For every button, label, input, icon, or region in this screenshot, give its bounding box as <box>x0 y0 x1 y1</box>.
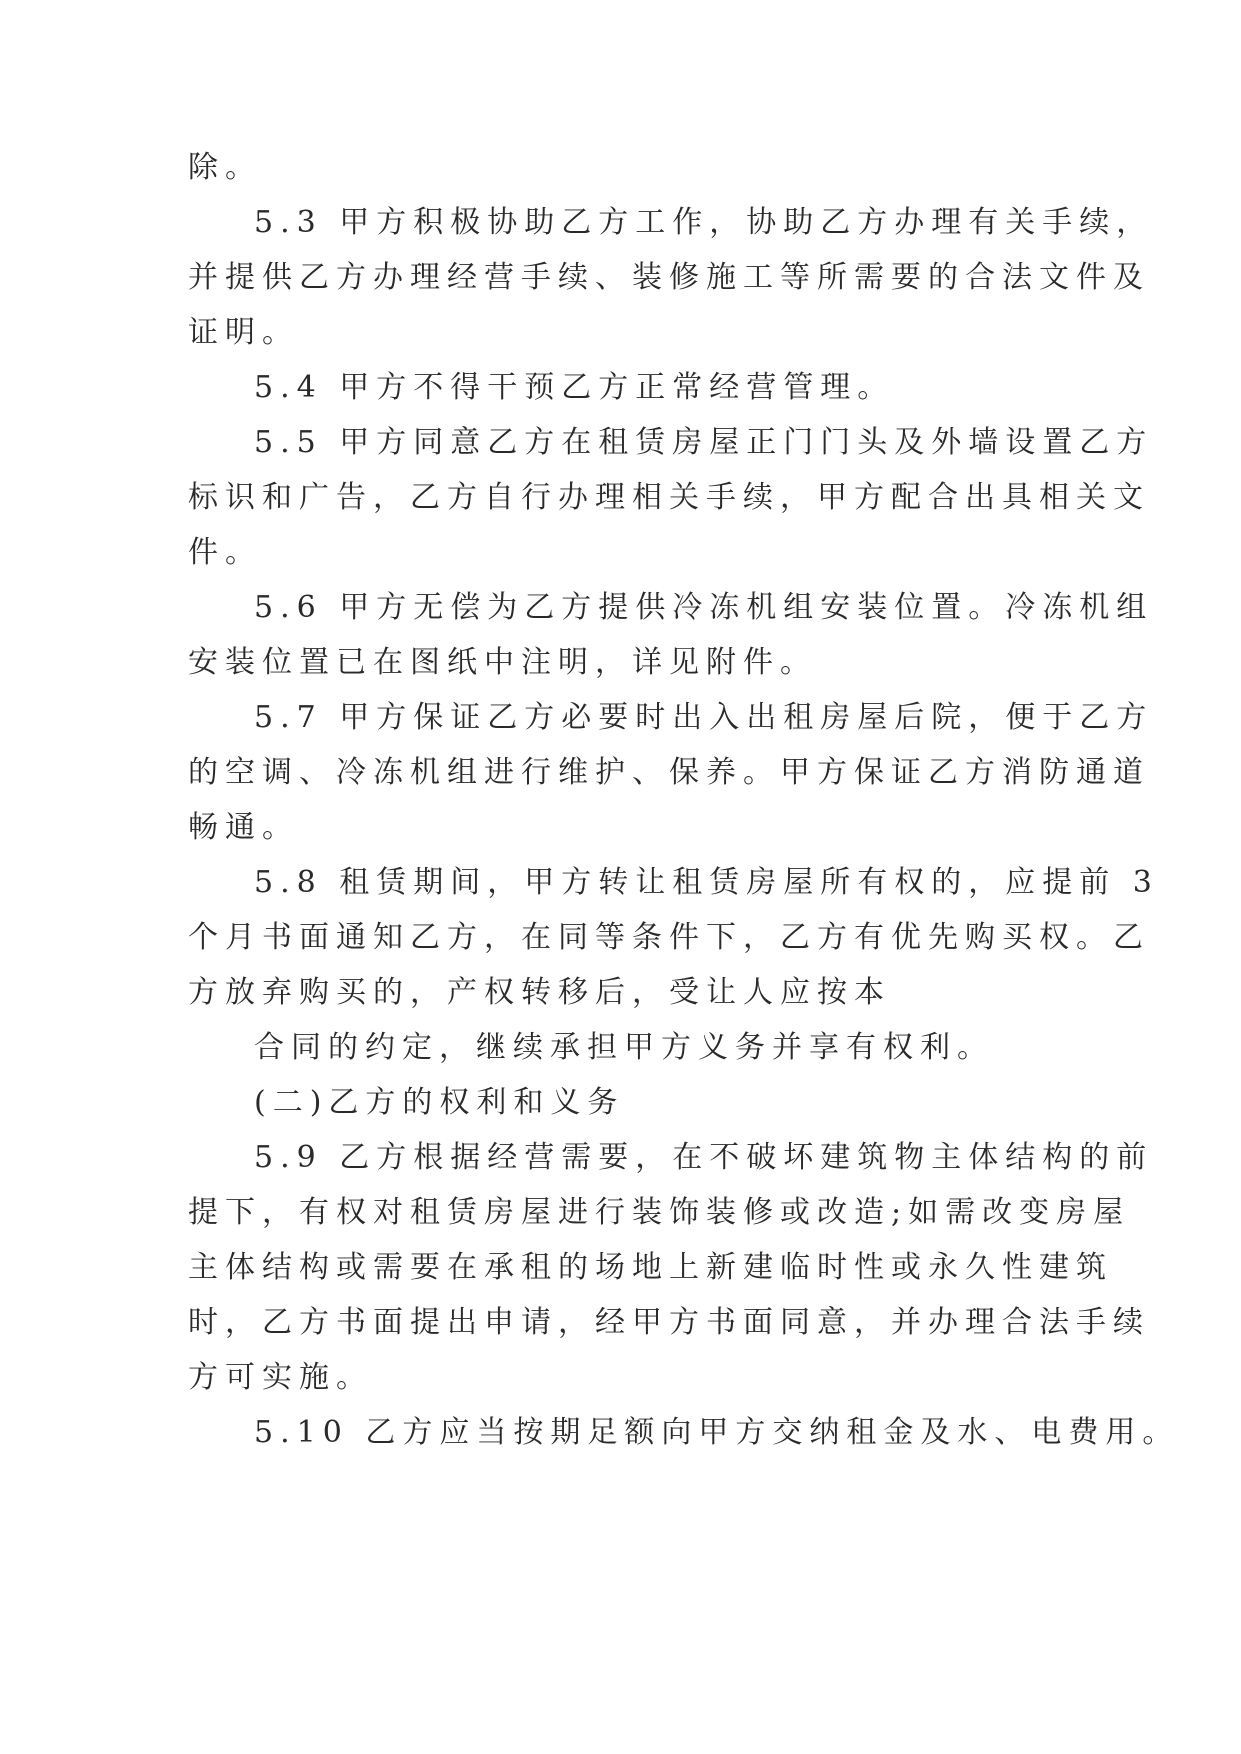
text-line: 5.6 甲方无偿为乙方提供冷冻机组安装位置。冷冻机组 <box>254 590 1154 625</box>
text-line: 方放弃购买的，产权转移后，受让人应按本 <box>188 975 891 1010</box>
text-line: 证明。 <box>188 315 299 350</box>
text-line: 标识和广告，乙方自行办理相关手续，甲方配合出具相关文 <box>188 480 1150 515</box>
text-line: 的空调、冷冻机组进行维护、保养。甲方保证乙方消防通道 <box>188 755 1150 790</box>
text-line: 除。 <box>188 150 262 185</box>
text-line: 安装位置已在图纸中注明，详见附件。 <box>188 645 817 680</box>
text-line: 5.3 甲方积极协助乙方工作，协助乙方办理有关手续， <box>254 205 1154 240</box>
text-line: 5.9 乙方根据经营需要，在不破坏建筑物主体结构的前 <box>254 1140 1154 1175</box>
text-line: 个月书面通知乙方，在同等条件下，乙方有优先购买权。乙 <box>188 920 1150 955</box>
text-line: 件。 <box>188 535 262 570</box>
text-line: 5.7 甲方保证乙方必要时出入出租房屋后院，便于乙方 <box>254 700 1154 735</box>
text-line: 提下，有权对租赁房屋进行装饰装修或改造;如需改变房屋 <box>188 1195 1131 1230</box>
text-line: 方可实施。 <box>188 1360 373 1395</box>
text-line: 主体结构或需要在承租的场地上新建临时性或永久性建筑 <box>188 1250 1113 1285</box>
text-line: 时，乙方书面提出申请，经甲方书面同意，并办理合法手续 <box>188 1305 1150 1340</box>
text-line: 5.4 甲方不得干预乙方正常经营管理。 <box>254 370 895 405</box>
text-line: 5.8 租赁期间，甲方转让租赁房屋所有权的，应提前 3 <box>254 865 1159 900</box>
section-heading: (二)乙方的权利和义务 <box>254 1085 625 1120</box>
text-line: 畅通。 <box>188 810 299 845</box>
text-line: 合同的约定，继续承担甲方义务并享有权利。 <box>254 1030 994 1065</box>
text-line: 5.10 乙方应当按期足额向甲方交纳租金及水、电费用。 <box>254 1415 1180 1450</box>
text-line: 并提供乙方办理经营手续、装修施工等所需要的合法文件及 <box>188 260 1150 295</box>
text-line: 5.5 甲方同意乙方在租赁房屋正门门头及外墙设置乙方 <box>254 425 1154 460</box>
